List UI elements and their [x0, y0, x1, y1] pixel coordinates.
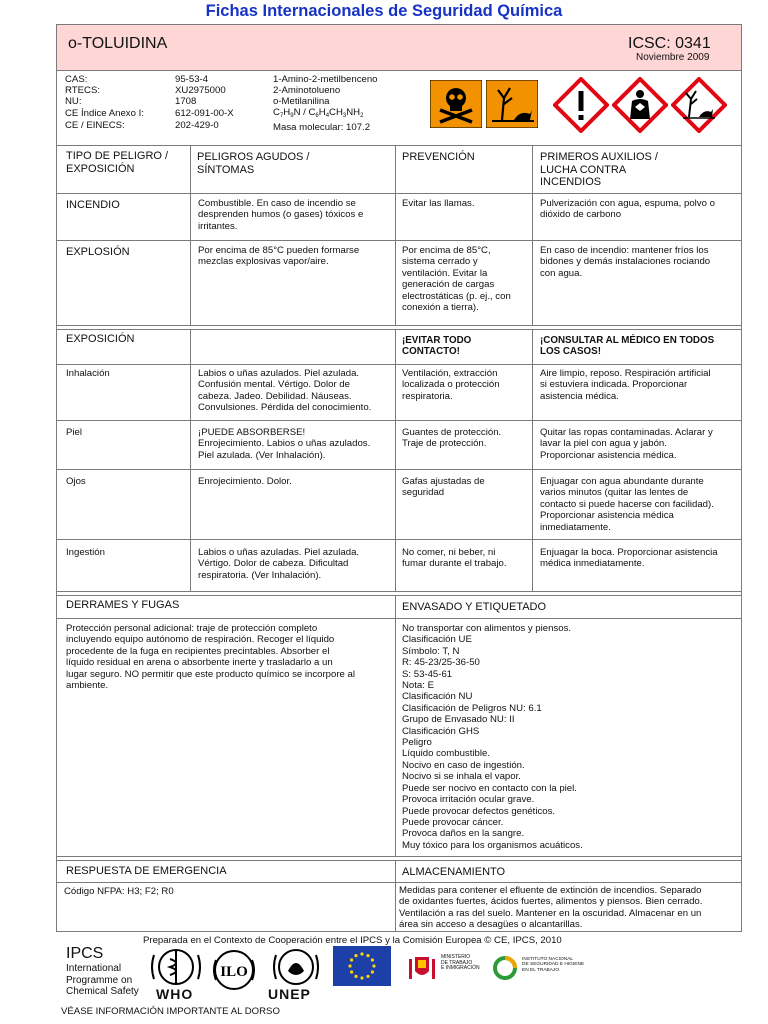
molecular-formula: $C_7H_9N / C_6H_4CH_3NH_2$	[273, 107, 364, 119]
piel-agudos: ¡PUEDE ABSORBERSE! Enrojecimiento. Labios o uñas azulados. Piel azulada. (Ver Inhalación).	[198, 427, 371, 461]
envasado-title: ENVASADO Y ETIQUETADO	[402, 601, 547, 613]
environment-dead-tree-icon	[486, 80, 538, 133]
row-label-incendio: INCENDIO	[66, 199, 120, 211]
ingestion-auxilios: Enjuagar la boca. Proporcionar asistencia médica inmediatamente.	[540, 547, 718, 570]
inhalacion-prevencion: Ventilación, extracción localizada o protección respiratoria.	[402, 368, 500, 402]
derrames-title: DERRAMES Y FUGAS	[66, 599, 180, 611]
unep-label: UNEP	[268, 986, 311, 1002]
col-header-auxilios: PRIMEROS AUXILIOS / LUCHA CONTRA INCENDIOS	[540, 151, 658, 189]
exposicion-auxilios: ¡CONSULTAR AL MÉDICO EN TODOS LOS CASOS!	[540, 335, 715, 358]
ipcs-full-name: International Programme on Chemical Safety	[66, 963, 139, 998]
incendio-agudos: Combustible. En caso de incendio se desprenden humos (o gases) tóxicos e irritantes.	[198, 198, 364, 232]
document-title: Fichas Internacionales de Seguridad Química	[205, 2, 563, 20]
ilo-emblem-icon	[210, 948, 258, 997]
ghs-environment-icon	[671, 77, 727, 138]
exposicion-prevencion: ¡EVITAR TODO CONTACTO!	[402, 335, 472, 358]
respuesta-title: RESPUESTA DE EMERGENCIA	[66, 865, 227, 877]
almacenamiento-text: Medidas para contener el efluente de extinción de incendios. Separado de oxidantes fuertes, ácidos fuertes, alimentos y piensos. Bien cerrado. Ventilación a ras del suelo. Mantener en la oscuridad. Almacenar en un área sin acceso a desagües o alcantarillas.	[399, 885, 703, 931]
respuesta-text: Código NFPA: H3; F2; R0	[64, 886, 174, 897]
toxic-skull-icon	[430, 80, 482, 133]
revision-date: Noviembre 2009	[636, 52, 710, 63]
derrames-text: Protección personal adicional: traje de protección completo incluyendo equipo autónomo de respiración. Recoger el líquido procedente de la fuga en recipientes precintables. Absorber el líquido residual en arena o absorbente inerte y trasladarlo a un lugar seguro. NO permitir que este producto químico se incorpore al ambiente.	[66, 623, 356, 692]
ident-value-rtecs: XU2975000	[175, 85, 226, 96]
row-label-explosion: EXPLOSIÓN	[66, 246, 130, 258]
incendio-auxilios: Pulverización con agua, espuma, polvo o dióxido de carbono	[540, 198, 715, 221]
ident-label-einecs: CE / EINECS:	[65, 120, 125, 131]
synonym-2: 2-Aminotolueno	[273, 85, 341, 96]
ingestion-prevencion: No comer, ni beber, ni fumar durante el trabajo.	[402, 547, 507, 570]
explosion-agudos: Por encima de 85°C pueden formarse mezclas explosivas vapor/aire.	[198, 245, 360, 268]
eu-flag-icon	[333, 946, 391, 991]
ministerio-text: MINISTERIO DE TRABAJO E INMIGRACIÓN	[441, 954, 480, 972]
explosion-prevencion: Por encima de 85°C, sistema cerrado y ventilación. Evitar la generación de cargas electrostáticas (p. ej., con conexión a tierra).	[402, 245, 511, 314]
instituto-text: INSTITUTO NACIONAL DE SEGURIDAD E HIGIENE EN EL TRABAJO	[522, 957, 585, 973]
inhalacion-agudos: Labios o uñas azulados. Piel azulada. Confusión mental. Vértigo. Dolor de cabeza. Jadeo. Debilidad. Náuseas. Convulsiones. Pérdida del conocimiento.	[198, 368, 372, 414]
ident-label-rtecs: RTECS:	[65, 85, 101, 96]
inhalacion-auxilios: Aire limpio, reposo. Respiración artificial si estuviera indicada. Proporcionar asistencia médica.	[540, 368, 711, 402]
ident-value-einecs: 202-429-0	[175, 120, 219, 131]
row-label-exposicion: EXPOSICIÓN	[66, 333, 135, 345]
ghs-exclamation-icon	[553, 77, 609, 138]
piel-prevencion: Guantes de protección. Traje de protección.	[402, 427, 502, 450]
envasado-text: No transportar con alimentos y piensos. Clasificación UE Símbolo: T, N R: 45-23/25-36-50 S: 53-45-61 Nota: E Clasificación NU Clasificación de Peligros NU: 6.1 Grupo de Envasado NU: II Clasificación GHS Peligro Líquido combustible. Nocivo en caso de ingestión. Nocivo si se inhala el vapor. Puede ser nocivo en contacto con la piel. Provoca irritación ocular grave. Puede provocar defectos genéticos. Puede provocar cáncer. Provoca daños en la sangre. Muy tóxico para los organismos acuáticos.	[402, 623, 583, 851]
row-label-inhalacion: Inhalación	[66, 368, 110, 379]
ident-label-cas: CAS:	[65, 74, 88, 85]
ojos-agudos: Enrojecimiento. Dolor.	[198, 476, 292, 487]
ipcs-logo-text: IPCS	[66, 945, 104, 962]
dorso-note: VÉASE INFORMACIÓN IMPORTANTE AL DORSO	[61, 1006, 280, 1017]
almacenamiento-title: ALMACENAMIENTO	[402, 866, 506, 878]
col-header-tipo: TIPO DE PELIGRO / EXPOSICIÓN	[66, 150, 169, 175]
ident-label-ce-index: CE Índice Anexo I:	[65, 108, 144, 119]
substance-name: o-TOLUIDINA	[68, 35, 168, 52]
row-label-ojos: Ojos	[66, 476, 86, 487]
ident-value-ce-index: 612-091-00-X	[175, 108, 234, 119]
prepared-note: Preparada en el Contexto de Cooperación entre el IPCS y la Comisión Europea © CE, IPCS, 2010	[143, 935, 562, 946]
piel-auxilios: Quitar las ropas contaminadas. Aclarar y lavar la piel con agua y jabón. Proporcionar asistencia médica.	[540, 427, 713, 461]
ident-value-nu: 1708	[175, 96, 197, 107]
insht-logo-icon	[492, 955, 518, 986]
who-label: WHO	[156, 986, 194, 1002]
ident-value-cas: 95-53-4	[175, 74, 209, 85]
svg-text:ILO: ILO	[220, 964, 248, 980]
molecular-mass: Masa molecular: 107.2	[273, 122, 371, 133]
incendio-prevencion: Evitar las llamas.	[402, 198, 475, 209]
row-label-ingestion: Ingestión	[66, 547, 105, 558]
row-label-piel: Piel	[66, 427, 82, 438]
icsc-number: ICSC: 0341	[628, 35, 711, 52]
explosion-auxilios: En caso de incendio: mantener fríos los bidones y demás instalaciones rociando con agua.	[540, 245, 711, 279]
spain-coat-icon	[405, 951, 439, 990]
ingestion-agudos: Labios o uñas azuladas. Piel azulada. Vértigo. Dolor de cabeza. Dificultad respiratoria. (Ver Inhalación).	[198, 547, 360, 581]
synonym-1: 1-Amino-2-metilbenceno	[273, 74, 378, 85]
ojos-prevencion: Gafas ajustadas de seguridad	[402, 476, 485, 499]
ghs-health-hazard-icon	[612, 77, 668, 138]
col-header-prevencion: PREVENCIÓN	[402, 151, 475, 163]
col-header-agudos: PELIGROS AGUDOS / SÍNTOMAS	[197, 151, 310, 176]
ojos-auxilios: Enjuagar con agua abundante durante varios minutos (quitar las lentes de contacto si puede hacerse con facilidad). Proporcionar asistencia médica inmediatamente.	[540, 476, 714, 533]
synonym-3: o-Metilanilina	[273, 96, 330, 107]
ident-label-nu: NU:	[65, 96, 82, 107]
